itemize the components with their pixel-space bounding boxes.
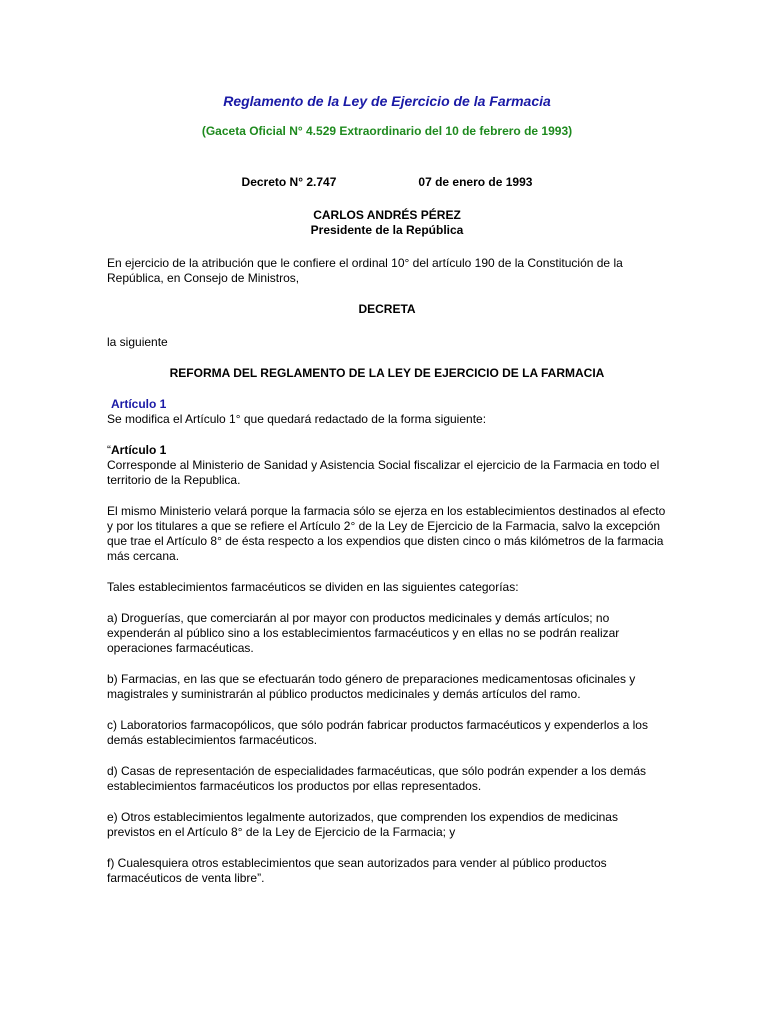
preamble-paragraph: En ejercicio de la atribución que le confiere el ordinal 10° del artículo 190 de la Constitución de la República, en Consejo de Ministros, [107, 256, 623, 285]
list-item: a) Droguerías, que comerciarán al por mayor con productos medicinales y demás artículos; no expenderán al público sino a los establecimientos farmacéuticos y en ellas no se podrán realizar operaciones farmacéuticas. [107, 611, 620, 655]
list-item: f) Cualesquiera otros establecimientos que sean autorizados para vender al público productos farmacéuticos de venta libre”. [107, 856, 607, 885]
reform-title: REFORMA DEL REGLAMENTO DE LA LEY DE EJERCICIO DE LA FARMACIA [169, 366, 605, 380]
document-title: Reglamento de la Ley de Ejercicio de la Farmacia [223, 93, 551, 109]
decree-date: 07 de enero de 1993 [418, 175, 533, 189]
paragraph-3: Tales establecimientos farmacéuticos se dividen en las siguientes categorías: [107, 580, 519, 594]
list-item: e) Otros establecimientos legalmente autorizados, que comprenden los expendios de medicinas previstos en el Artículo 8° de la Ley de Ejercicio de la Farmacia; y [107, 810, 618, 839]
president-title: Presidente de la República [310, 223, 464, 237]
decree-number: Decreto N° 2.747 [241, 175, 337, 189]
article-1-heading: Artículo 1 [111, 397, 167, 411]
gazette-reference: (Gaceta Oficial N° 4.529 Extraordinario del 10 de febrero de 1993) [201, 124, 573, 138]
list-item: c) Laboratorios farmacopólicos, que sólo podrán fabricar productos farmacéuticos y expenderlos a los demás establecimientos farmacéuticos. [107, 718, 648, 747]
article-1-text: Se modifica el Artículo 1° que quedará redactado de la forma siguiente: [107, 412, 487, 426]
paragraph-2: El mismo Ministerio velará porque la farmacia sólo se ejerza en los establecimientos destinados al efecto y por los titulares a que se refiere el Artículo 2° de la Ley de Ejercicio de la Farmacia, salvo la excepción que trae el Artículo 8° de ésta respecto a los expendios que disten cinco o más kilómetros de la farmacia más cercana. [107, 504, 666, 563]
paragraph-1: Corresponde al Ministerio de Sanidad y Asistencia Social fiscalizar el ejercicio de la Farmacia en todo el territorio de la Republica. [107, 458, 660, 487]
list-item: b) Farmacias, en las que se efectuarán todo género de preparaciones medicamentosas oficinales y magistrales y suministrarán al público productos medicinales y demás artículos del ramo. [107, 672, 636, 701]
president-name: CARLOS ANDRÉS PÉREZ [313, 208, 461, 222]
decreta-heading: DECRETA [358, 302, 416, 316]
quoted-article-heading [107, 443, 667, 458]
decree-line [107, 175, 667, 190]
list-item: d) Casas de representación de especialidades farmacéuticas, que sólo podrán expender a los demás establecimientos farmacéuticos los productos por ellas representados. [107, 764, 646, 793]
la-siguiente-text: la siguiente [107, 335, 168, 349]
open-quote: “ [107, 443, 111, 457]
document-body [107, 92, 667, 902]
quoted-article-title: Artículo 1 [111, 443, 167, 457]
